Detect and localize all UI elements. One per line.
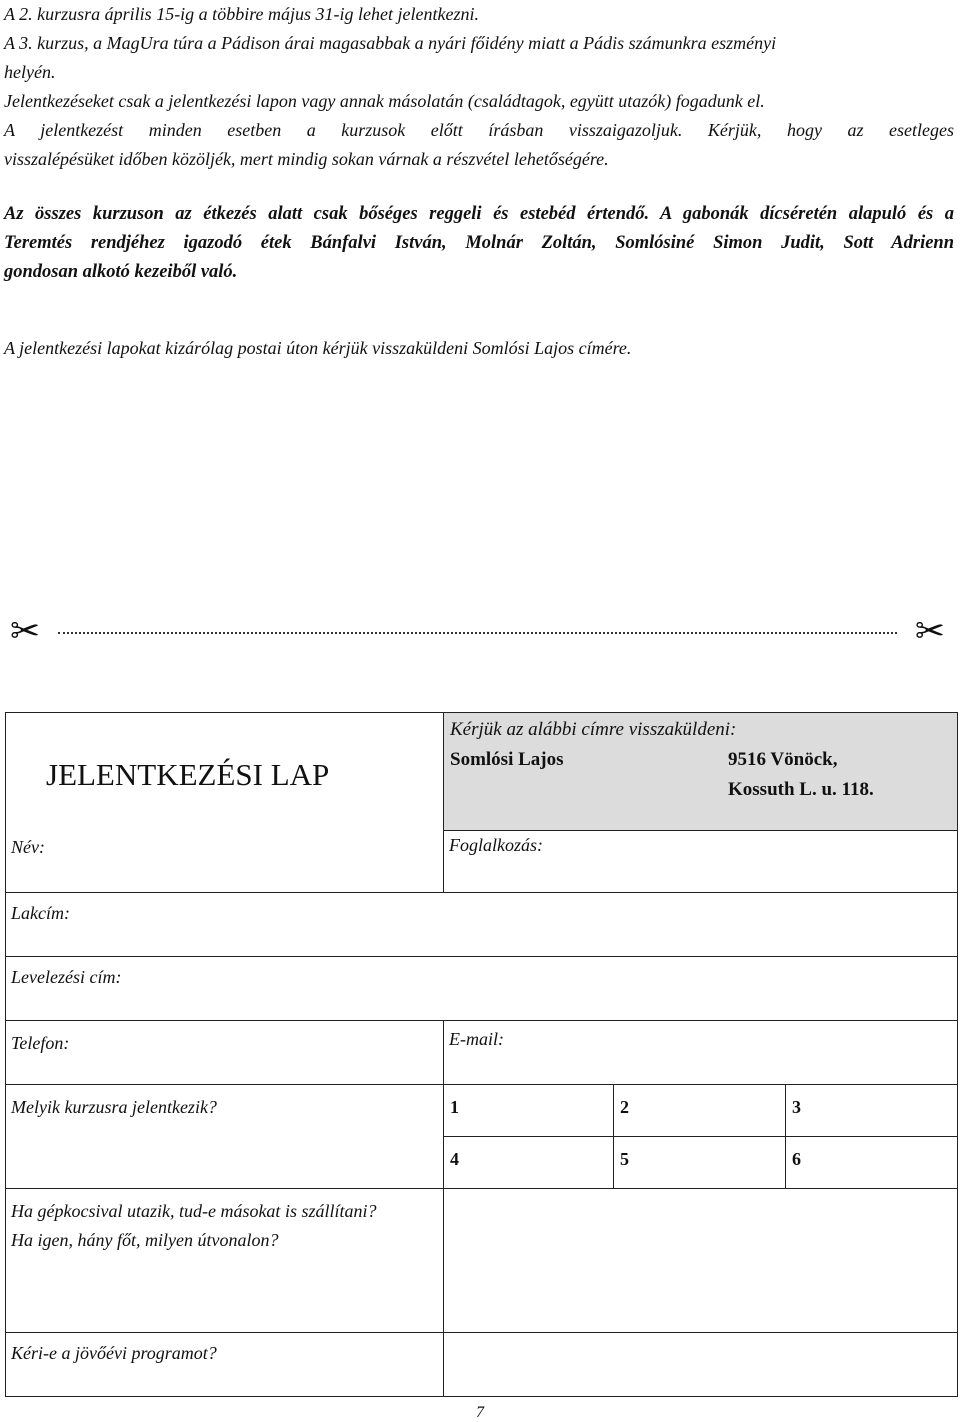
car-question: Ha gépkocsival utazik, tud-e másokat is szállítani? [11, 1201, 377, 1221]
course-option-label: 2 [620, 1097, 629, 1117]
food-line: gondosan alkotó kezeiből való. [4, 262, 238, 282]
intro-line: visszalépésüket időben közöljék, mert mindig sokan várnak a részvétel lehetőségére. [4, 149, 609, 169]
car-question-cell [6, 1189, 444, 1333]
course-option[interactable] [614, 1085, 786, 1137]
address-label: Lakcím: [11, 903, 70, 923]
scissors-icon: ✂ [10, 611, 41, 652]
course-option[interactable] [614, 1137, 786, 1189]
course-option[interactable] [786, 1137, 958, 1189]
course-question-cell [6, 1137, 444, 1189]
form-title-cell [6, 713, 444, 831]
name-field[interactable] [6, 831, 444, 893]
address-field[interactable] [6, 893, 958, 957]
course-option-label: 4 [450, 1149, 459, 1169]
cut-line [10, 611, 945, 654]
dotted-cut-line [58, 632, 897, 634]
next-year-answer-field[interactable] [444, 1333, 958, 1397]
mail-note-text: A jelentkezési lapokat kizárólag postai úton kérjük visszaküldeni Somlósi Lajos címére. [4, 338, 632, 358]
phone-label: Telefon: [11, 1033, 70, 1053]
course-question: Melyik kurzusra jelentkezik? [11, 1097, 217, 1117]
course-option-label: 3 [792, 1097, 801, 1117]
course-option[interactable] [786, 1085, 958, 1137]
course-option-label: 1 [450, 1097, 459, 1117]
food-line: Teremtés rendjéhez igazodó étek Bánfalvi István, Molnár Zoltán, Somlósiné Simon Judit, Sott Adrienn [4, 233, 954, 253]
intro-line: A 2. kurzusra április 15-ig a többire május 31-ig lehet jelentkezni. [4, 4, 479, 24]
email-field[interactable] [444, 1021, 958, 1085]
occupation-label: Foglalkozás: [449, 835, 543, 855]
registration-form [5, 712, 958, 1397]
intro-line: A 3. kurzus, a MagUra túra a Pádison árai magasabbak a nyári főidény miatt a Pádis számunkra eszményi [4, 33, 777, 53]
scissors-icon: ✂ [914, 611, 945, 652]
mailing-address-field[interactable] [6, 957, 958, 1021]
mailing-address-label: Levelezési cím: [11, 967, 122, 987]
intro-line: helyén. [4, 62, 56, 82]
intro-line: Jelentkezéseket csak a jelentkezési lapon vagy annak másolatán (családtagok, együtt utazók) fogadunk el. [4, 91, 765, 111]
return-address-box [444, 713, 958, 831]
address-line: Kossuth L. u. 118. [728, 779, 874, 800]
car-answer-field[interactable] [444, 1189, 958, 1333]
occupation-field[interactable] [444, 831, 958, 893]
food-paragraph [4, 200, 954, 287]
email-label: E-mail: [449, 1029, 504, 1049]
course-option-label: 6 [792, 1149, 801, 1169]
course-question-cell [6, 1085, 444, 1137]
page-number: 7 [476, 1404, 484, 1421]
next-year-question: Kéri-e a jövőévi programot? [11, 1343, 217, 1363]
intro-paragraph [4, 0, 954, 174]
return-address-heading: Kérjük az alábbi címre visszaküldeni: [450, 719, 737, 740]
name-label: Név: [11, 836, 45, 857]
food-line: Az összes kurzuson az étkezés alatt csak bőséges reggeli és estebéd értendő. A gabonák dícséretén alapuló és a [4, 204, 954, 224]
form-title: JELENTKEZÉSI LAP [46, 757, 330, 792]
course-option[interactable] [444, 1085, 614, 1137]
mail-note [4, 334, 954, 363]
next-year-question-cell [6, 1333, 444, 1397]
intro-line: A jelentkezést minden esetben a kurzusok előtt írásban visszaigazoljuk. Kérjük, hogy az esetleges [4, 120, 954, 140]
course-option-label: 5 [620, 1149, 629, 1169]
car-question: Ha igen, hány főt, milyen útvonalon? [11, 1230, 279, 1250]
phone-field[interactable] [6, 1021, 444, 1085]
recipient-name: Somlósi Lajos [450, 749, 564, 770]
address-line: 9516 Vönöck, [728, 749, 838, 770]
course-option[interactable] [444, 1137, 614, 1189]
